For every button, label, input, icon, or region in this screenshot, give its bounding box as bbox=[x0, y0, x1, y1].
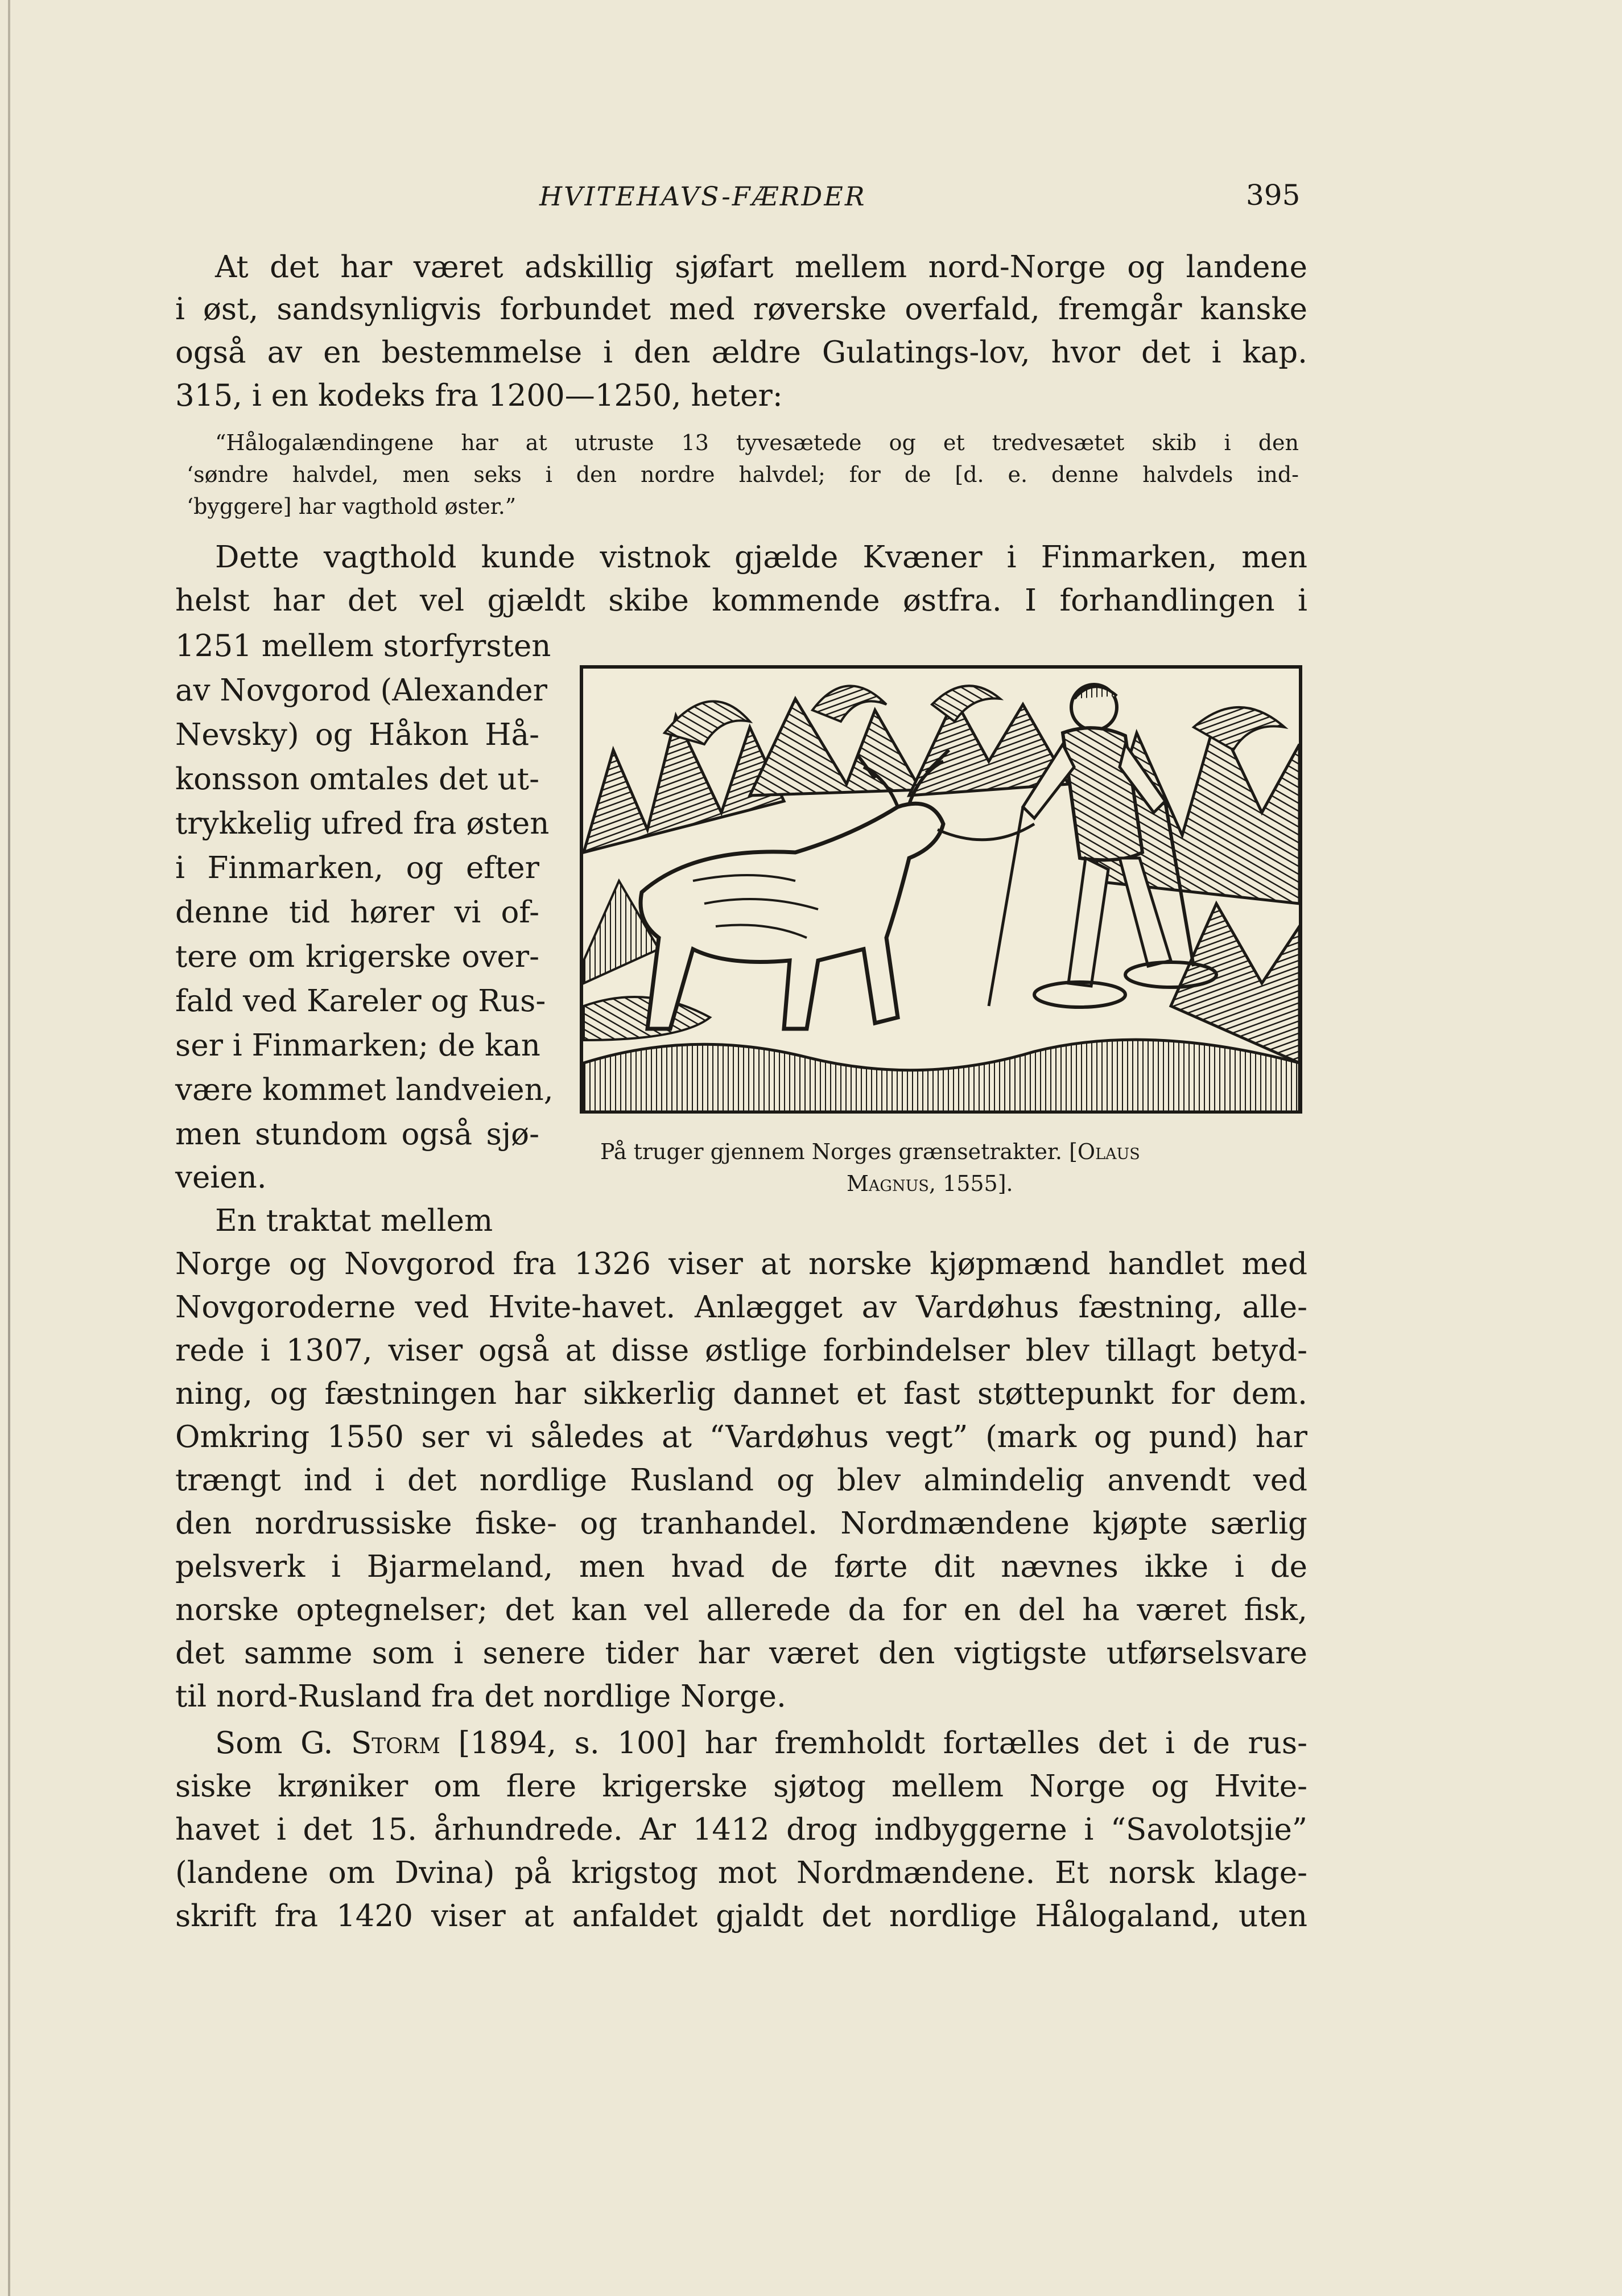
text-line: 1251 mellem storfyrsten bbox=[175, 629, 551, 663]
text-line bbox=[215, 1726, 1307, 1761]
text-line: veien. bbox=[175, 1160, 267, 1195]
text-line: konsson omtales det ut- bbox=[175, 762, 539, 797]
text-line: den nordrussiske fiske- og tranhandel. Nordmændene kjøpte særlig bbox=[175, 1506, 1307, 1541]
text-line: (landene om Dvina) på krigstog mot Nordmændene. Et norsk klage- bbox=[175, 1856, 1307, 1890]
running-head: HVITEHAVS-FÆRDER bbox=[539, 181, 866, 212]
text-line: At det har været adskillig sjøfart mellem nord-Norge og landene bbox=[215, 250, 1307, 285]
quote-line: ‘byggere] har vagthold øster.” bbox=[187, 494, 517, 519]
text-line: rede i 1307, viser også at disse østlige forbindelser blev tillagt betyd- bbox=[175, 1333, 1307, 1368]
text-line: trængt ind i det nordlige Rusland og blev almindelig anvendt ved bbox=[175, 1463, 1307, 1498]
caption-text: På truger gjennem Norges grænsetrakter. [ bbox=[600, 1139, 1078, 1164]
text-line: fald ved Kareler og Rus- bbox=[175, 984, 546, 1019]
text-line: tere om krigerske over- bbox=[175, 939, 539, 974]
woodcut-illustration bbox=[579, 665, 1303, 1114]
caption-text: , 1555]. bbox=[928, 1171, 1013, 1196]
text-line: norske optegnelser; det kan vel allerede da for en del ha været fisk, bbox=[175, 1593, 1307, 1627]
text-line: skrift fra 1420 viser at anfaldet gjaldt det nordlige Hålogaland, uten bbox=[175, 1899, 1307, 1934]
text-line: det samme som i senere tider har været den vigtigste utførselsvare bbox=[175, 1636, 1307, 1671]
text-line: Nevsky) og Håkon Hå- bbox=[175, 718, 539, 752]
text-line: ser i Finmarken; de kan bbox=[175, 1028, 540, 1063]
figure-caption bbox=[600, 1139, 1140, 1164]
text-line: Norge og Novgorod fra 1326 viser at norske kjøpmænd handlet med bbox=[175, 1247, 1307, 1281]
text-line: i Finmarken, og efter bbox=[175, 851, 539, 885]
quote-line: “Hålogalændingene har at utruste 13 tyvesætede og et tredvesætet skib i den bbox=[215, 430, 1299, 455]
text-line: havet i det 15. århundrede. Ar 1412 drog indbyggerne i “Savolotsjie” bbox=[175, 1812, 1307, 1847]
text-line: Dette vagthold kunde vistnok gjælde Kvæner i Finmarken, men bbox=[215, 540, 1307, 575]
caption-author: Olaus bbox=[1077, 1139, 1140, 1164]
author-name: Storm bbox=[350, 1726, 441, 1761]
text-line: være kommet landveien, bbox=[175, 1073, 554, 1107]
figure-caption bbox=[847, 1171, 1013, 1196]
text-line: denne tid hører vi of- bbox=[175, 895, 539, 930]
text-line: helst har det vel gjældt skibe kommende østfra. I forhandlingen i bbox=[175, 583, 1307, 618]
text-line: i øst, sandsynligvis forbundet med røverske overfald, fremgår kanske bbox=[175, 292, 1307, 327]
text-line: 315, i en kodeks fra 1200—1250, heter: bbox=[175, 378, 783, 413]
text-line: siske krøniker om flere krigerske sjøtog mellem Norge og Hvite- bbox=[175, 1769, 1307, 1804]
caption-author: Magnus bbox=[847, 1171, 929, 1196]
text-span: [1894, s. 100] har fremholdt fortælles det i de rus- bbox=[440, 1726, 1307, 1761]
text-span: Som G. bbox=[215, 1726, 351, 1761]
text-line: En traktat mellem bbox=[215, 1203, 493, 1238]
quote-line: ‘søndre halvdel, men seks i den nordre halvdel; for de [d. e. denne halvdels ind- bbox=[187, 462, 1299, 487]
page-number: 395 bbox=[1246, 179, 1301, 212]
text-line: Omkring 1550 ser vi således at “Vardøhus vegt” (mark og pund) har bbox=[175, 1420, 1307, 1454]
text-line: men stundom også sjø- bbox=[175, 1117, 539, 1152]
text-line: Novgoroderne ved Hvite-havet. Anlægget av Vardøhus fæstning, alle- bbox=[175, 1290, 1307, 1325]
text-line: også av en bestemmelse i den ældre Gulatings-lov, hvor det i kap. bbox=[175, 335, 1307, 370]
text-line: ning, og fæstningen har sikkerlig dannet et fast støttepunkt for dem. bbox=[175, 1376, 1307, 1411]
text-line: pelsverk i Bjarmeland, men hvad de førte dit nævnes ikke i de bbox=[175, 1549, 1307, 1584]
text-line: trykkelig ufred fra østen bbox=[175, 806, 550, 841]
text-line: av Novgorod (Alexander bbox=[175, 673, 547, 708]
text-line: til nord-Rusland fra det nordlige Norge. bbox=[175, 1679, 786, 1714]
